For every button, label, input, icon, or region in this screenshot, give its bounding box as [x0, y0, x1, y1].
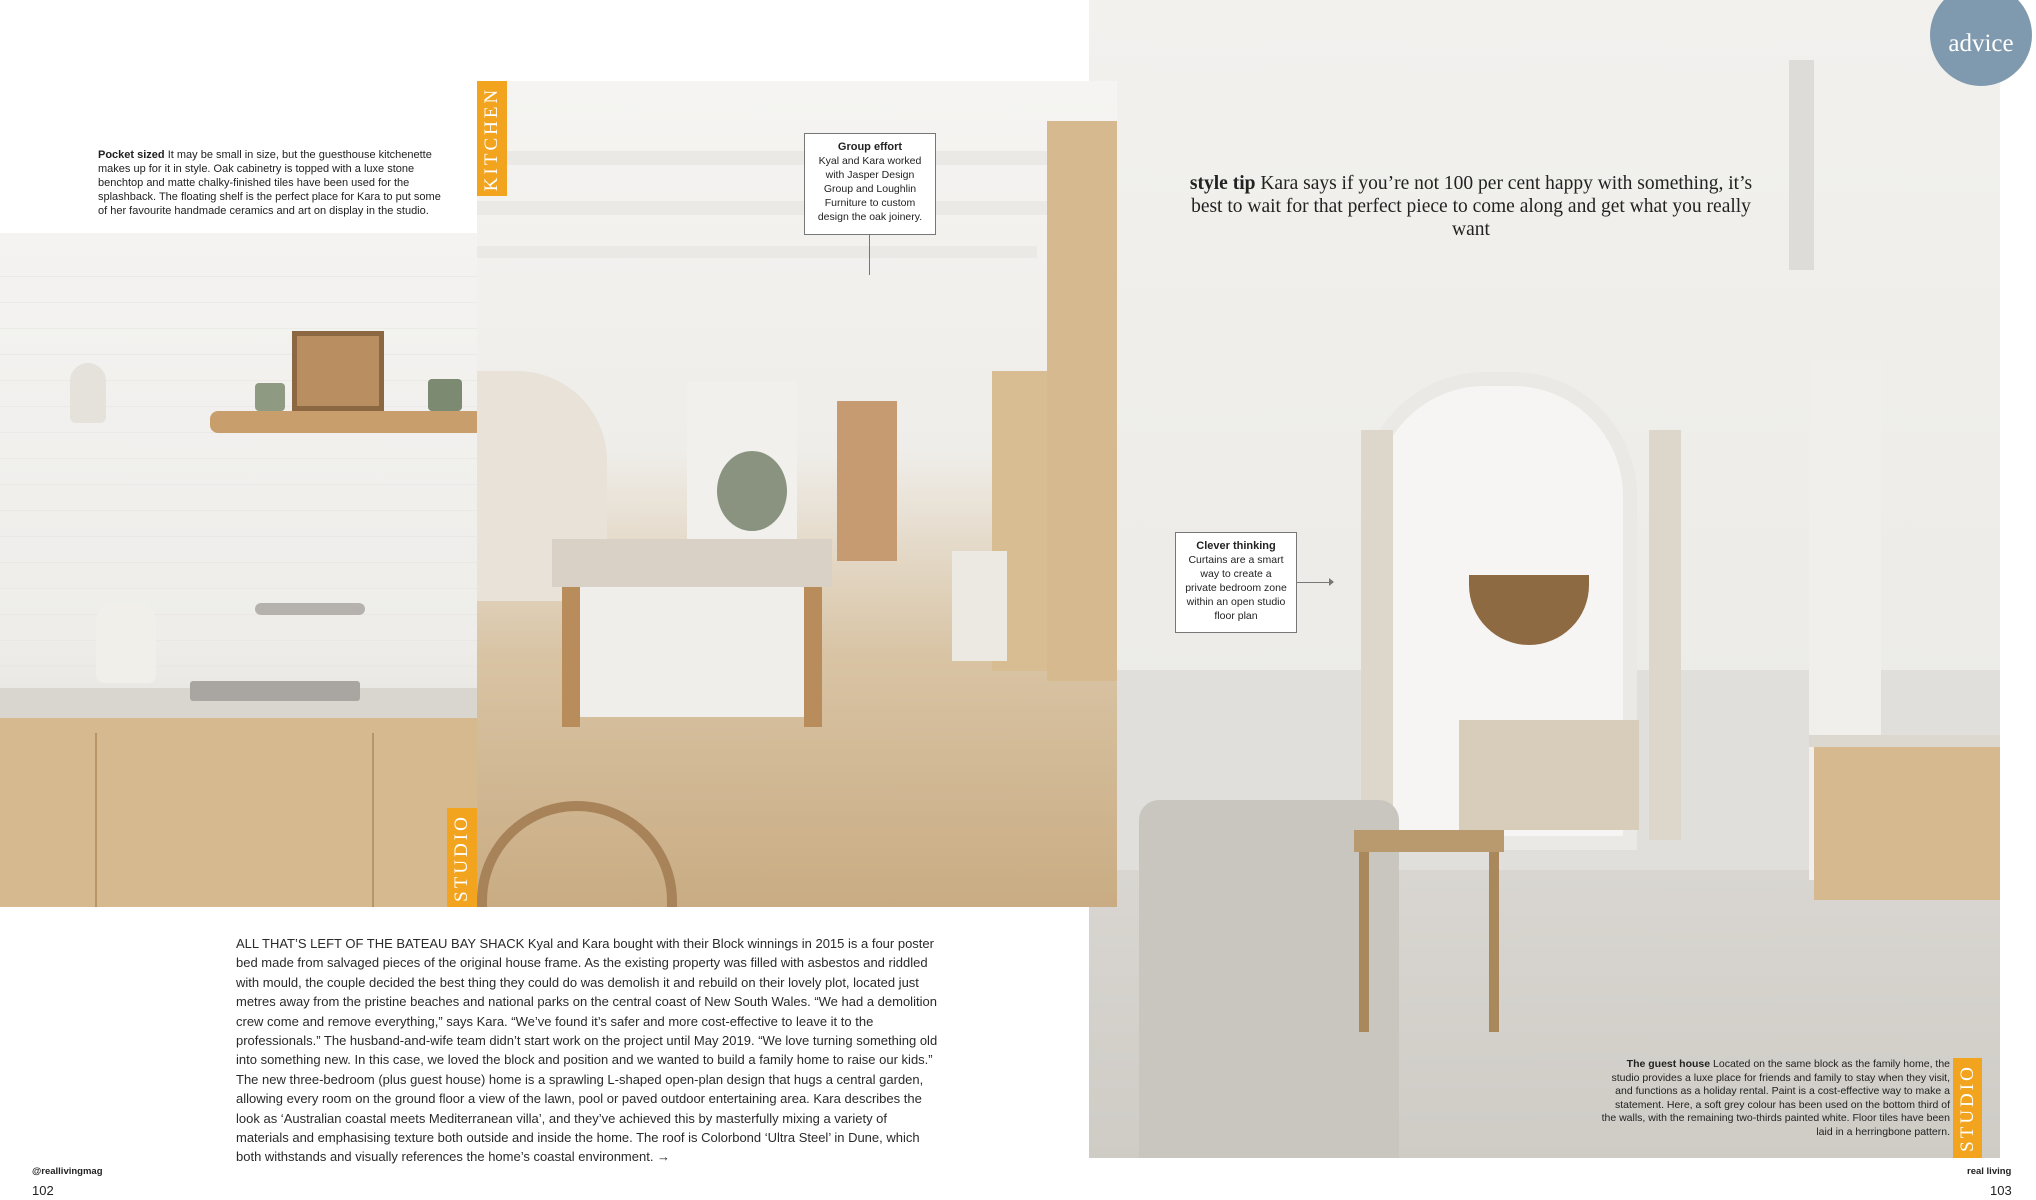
style-tip-label: style tip [1189, 173, 1256, 194]
callout-leader-line [869, 235, 870, 275]
pocket-sized-title: Pocket sized [98, 149, 165, 161]
style-tip-text: Kara says if you’re not 100 per cent happy with something, it’s best to wait for that perfect piece to come along and get what you really want [1191, 173, 1753, 240]
guest-house-caption [1598, 1058, 1950, 1140]
tab-kitchen-label: KITCHEN [481, 86, 503, 191]
arrowhead-icon [1329, 578, 1334, 586]
clever-thinking-title: Clever thinking [1196, 540, 1276, 552]
clever-thinking-callout [1175, 532, 1297, 633]
advice-label: advice [1948, 30, 2014, 57]
group-effort-title: Group effort [837, 141, 903, 153]
article-body: ALL THAT’S LEFT OF THE BATEAU BAY SHACK Kyal and Kara bought with their Block winnings in 2015 is a four poster bed made from salvaged pieces of the original house frame. As the existing property was filled with asbestos and riddled with mould, the couple decided the best thing they could do was demolish it and rebuild on their lovely plot, located just metres away from the pristine beaches and national parks on the central coast of New South Wales. “We had a demolition crew come and remove everything,” says Kara. “We’ve found it’s safer and more cost-effective to leave it to the professionals.” The husband-and-wife team didn’t start work on the project until May 2019. “We love turning something old into something new. In this case, we loved the block and position and we wanted to build a family home to raise our kids.” The new three-bedroom (plus guest house) home is a sprawling L-shaped open-plan design that hugs a central garden, allowing every room on the ground floor a view of the lawn, pool or paved outdoor entertaining area. Kara describes the look as ‘Australian coastal meets Mediterranean villa’, and they’ve achieved this by masterfully mixing a variety of materials and emphasising texture both outside and inside the home. The roof is Colorbond ‘Ultra Steel’ in Dune, which both withstands and visually references the home’s coastal environment. → [236, 936, 938, 1165]
guest-house-title: The guest house [1626, 1058, 1711, 1070]
pocket-sized-caption [98, 148, 453, 218]
tab-studio-left [447, 808, 477, 907]
page-number-left: 102 [32, 1183, 54, 1198]
tab-studio-right-label: STUDIO [1956, 1064, 1978, 1152]
clever-thinking-text: Curtains are a smart way to create a private bedroom zone within an open studio floor plan [1185, 554, 1287, 622]
kitchen-photo [477, 81, 1117, 907]
tab-kitchen [477, 81, 507, 196]
callout-leader-line [1297, 582, 1333, 583]
pocket-sized-text: It may be small in size, but the guesthouse kitchenette makes up for it in style. Oak cabinetry is topped with a luxe stone benchtop and matte chalky-finished tiles have been used for the splashback. The floating shelf is the perfect place for Kara to put some of her favourite handmade ceramics and art on display in the studio. [98, 149, 441, 217]
group-effort-text: Kyal and Kara worked with Jasper Design Group and Loughlin Furniture to custom design the oak joinery. [817, 155, 923, 223]
magazine-name: real living [1967, 1166, 2012, 1177]
kitchenette-photo [0, 233, 480, 907]
page-number-right: 103 [1990, 1183, 2012, 1198]
social-handle: @reallivingmag [32, 1166, 103, 1177]
tab-studio-right [1953, 1058, 1982, 1158]
guest-house-text: Located on the same block as the family home, the studio provides a luxe place for friends and family to stay when they visit, and functions as a holiday rental. Paint is a cost-effective way to make a statement. Here, a soft grey colour has been used on the bottom third of the walls, with the remaining two-thirds painted white. Floor tiles have been laid in a herringbone pattern. [1601, 1058, 1950, 1138]
style-tip [1172, 172, 1770, 241]
group-effort-callout [804, 133, 936, 235]
tab-studio-left-label: STUDIO [451, 813, 473, 902]
